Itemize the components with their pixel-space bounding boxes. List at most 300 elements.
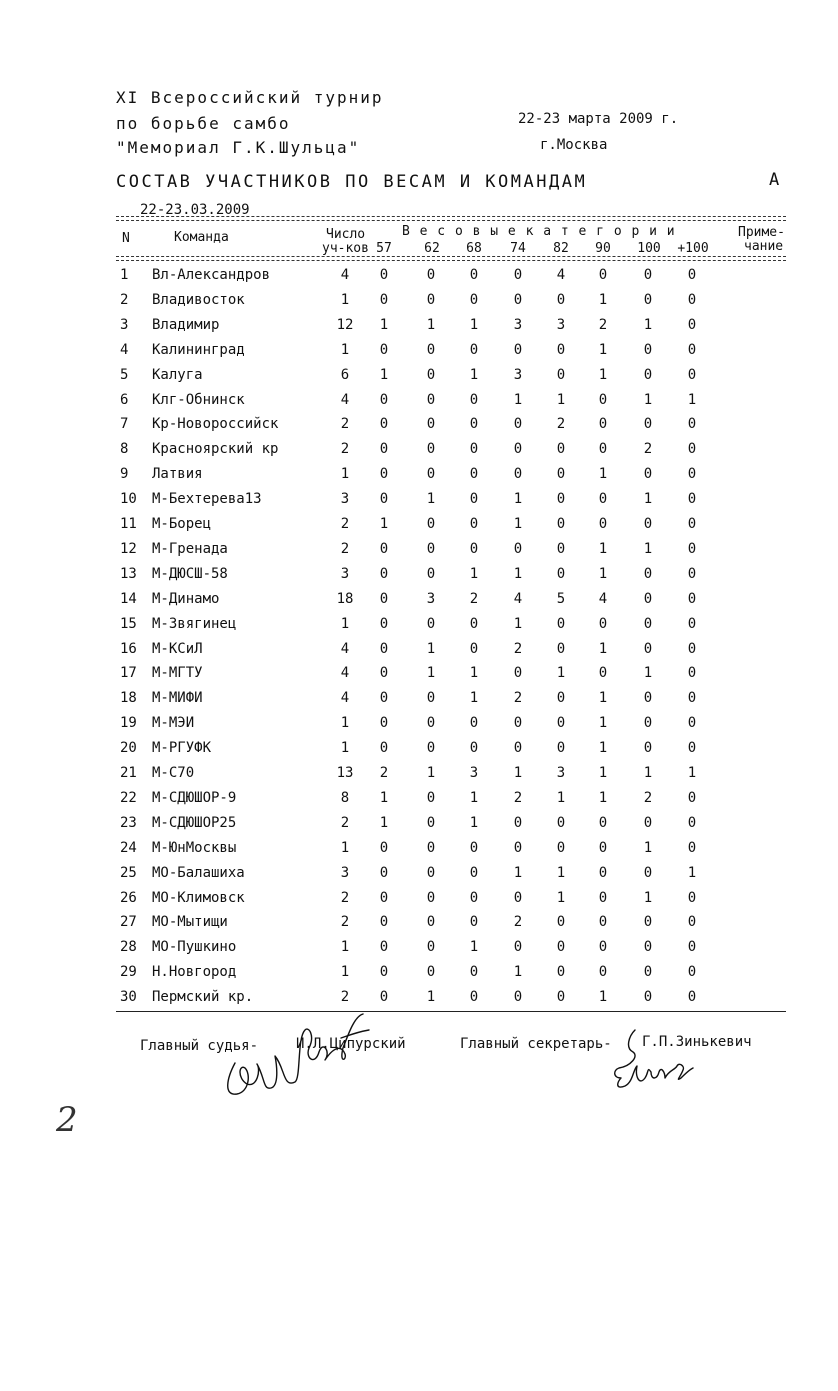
weight-count: 1 (598, 765, 608, 781)
weight-count: 0 (469, 989, 479, 1006)
weight-count: 1 (426, 640, 436, 657)
participant-count: 2 (340, 914, 350, 931)
weight-count: 0 (556, 964, 566, 981)
weight-count: 0 (687, 366, 697, 383)
table-row (116, 563, 786, 588)
weight-count: 1 (643, 889, 653, 906)
row-number: 14 (120, 590, 137, 607)
participant-count: 1 (340, 715, 350, 732)
weight-count: 0 (379, 665, 389, 682)
weight-count: 0 (687, 789, 697, 806)
row-number: 16 (120, 640, 137, 657)
team-name: Владимир (152, 316, 220, 333)
weight-count: 0 (426, 291, 436, 308)
weight-count: 1 (379, 814, 389, 831)
weight-count: 1 (426, 316, 436, 333)
participant-count: 1 (340, 341, 350, 358)
table-row (116, 463, 786, 488)
weight-count: 1 (469, 316, 479, 333)
weight-count: 0 (687, 441, 697, 458)
weight-count: 0 (379, 864, 389, 881)
table-row (116, 264, 786, 289)
weight-count: 1 (469, 939, 479, 956)
weight-count: 1 (687, 765, 697, 781)
weight-count: 1 (556, 789, 566, 806)
weight-count: 3 (556, 316, 566, 333)
weight-count: 1 (513, 864, 523, 881)
weight-count: 0 (379, 740, 389, 757)
weight-count: 0 (556, 839, 566, 856)
weight-count: 0 (426, 516, 436, 532)
weight-count: 1 (469, 789, 479, 806)
participant-count: 13 (336, 765, 354, 781)
row-number: 17 (120, 665, 137, 682)
weight-count: 0 (469, 441, 479, 458)
weight-count: 0 (643, 565, 653, 582)
participant-count: 1 (340, 740, 350, 757)
table-row (116, 837, 786, 862)
weight-count: 1 (379, 789, 389, 806)
weight-count: 0 (687, 715, 697, 732)
participant-count: 1 (340, 964, 350, 981)
column-note-line1: Приме- (738, 225, 785, 240)
weight-count: 0 (426, 789, 436, 806)
weight-count: 0 (687, 740, 697, 757)
weight-count: 1 (513, 391, 523, 408)
row-number: 4 (120, 341, 129, 358)
weight-count: 0 (426, 341, 436, 358)
weight-count: 0 (643, 267, 653, 283)
weight-count: 1 (469, 366, 479, 383)
weight-count: 0 (379, 964, 389, 981)
weight-count: 1 (556, 391, 566, 408)
weight-count: 0 (426, 540, 436, 557)
row-number: 20 (120, 740, 137, 757)
column-weight-74: 74 (510, 241, 526, 256)
participant-count: 4 (340, 690, 350, 707)
weight-count: 1 (643, 839, 653, 856)
weight-count: 2 (598, 316, 608, 333)
weight-count: 1 (598, 789, 608, 806)
weight-count: 0 (426, 690, 436, 707)
weight-count: 0 (513, 441, 523, 458)
participant-count: 3 (340, 864, 350, 881)
row-number: 10 (120, 491, 137, 508)
table-row (116, 339, 786, 364)
weight-count: 1 (598, 540, 608, 557)
weight-count: 0 (598, 814, 608, 831)
weight-count: 0 (379, 267, 389, 283)
weight-count: 0 (379, 441, 389, 458)
column-weights-title: В е с о в ы е к а т е г о р и и (402, 224, 676, 239)
weight-count: 0 (556, 366, 566, 383)
weight-count: 1 (598, 466, 608, 483)
weight-count: 2 (643, 789, 653, 806)
weight-count: 0 (556, 715, 566, 732)
weight-count: 0 (643, 590, 653, 607)
weight-count: 0 (379, 989, 389, 1006)
row-number: 19 (120, 715, 137, 732)
row-number: 27 (120, 914, 137, 931)
weight-count: 0 (513, 939, 523, 956)
column-weight-62: 62 (424, 241, 440, 256)
column-weight-57: 57 (376, 241, 392, 256)
team-name: Кр-Новороссийск (152, 416, 279, 433)
weight-count: 0 (469, 964, 479, 981)
table-row (116, 389, 786, 414)
row-number: 29 (120, 964, 137, 981)
weight-count: 0 (598, 864, 608, 881)
team-name: МО-Балашиха (152, 864, 245, 881)
weight-count: 0 (598, 914, 608, 931)
weight-count: 1 (598, 740, 608, 757)
weight-count: 2 (513, 914, 523, 931)
tournament-title-line3: "Мемориал Г.К.Шульца" (116, 138, 361, 157)
participant-count: 1 (340, 839, 350, 856)
row-number: 15 (120, 615, 137, 632)
table-row (116, 364, 786, 389)
tournament-dates: 22-23 марта 2009 г. (518, 111, 679, 127)
team-name: Калининград (152, 341, 245, 358)
weight-count: 1 (513, 964, 523, 981)
weight-count: 0 (513, 267, 523, 283)
row-number: 23 (120, 814, 137, 831)
column-count-line2: уч-ков (322, 241, 369, 256)
table-row (116, 662, 786, 687)
participant-count: 1 (340, 466, 350, 483)
weight-count: 2 (556, 416, 566, 433)
weight-count: 1 (643, 316, 653, 333)
weight-count: 0 (556, 914, 566, 931)
weight-count: 0 (598, 441, 608, 458)
weight-count: 0 (426, 416, 436, 433)
weight-count: 1 (598, 341, 608, 358)
weight-count: 0 (469, 341, 479, 358)
weight-count: 1 (643, 765, 653, 781)
row-number: 28 (120, 939, 137, 956)
weight-count: 0 (379, 839, 389, 856)
row-number: 11 (120, 516, 137, 532)
participant-count: 4 (340, 267, 350, 283)
header-top-rule (116, 216, 786, 217)
team-name: МО-Пушкино (152, 939, 237, 956)
weight-count: 0 (556, 540, 566, 557)
participant-count: 1 (340, 291, 350, 308)
table-row (116, 737, 786, 762)
team-name: М-Динамо (152, 590, 220, 607)
weight-count: 0 (556, 291, 566, 308)
weight-count: 0 (687, 615, 697, 632)
weight-count: 0 (379, 416, 389, 433)
team-name: М-Гренада (152, 540, 228, 557)
weight-count: 1 (426, 765, 436, 781)
weight-count: 1 (598, 565, 608, 582)
weight-count: 0 (556, 516, 566, 532)
weight-count: 2 (469, 590, 479, 607)
weight-count: 0 (379, 939, 389, 956)
team-name: Вл-Александров (152, 267, 271, 283)
weight-count: 0 (687, 590, 697, 607)
team-name: М-Звягинец (152, 615, 237, 632)
team-name: М-СДЮШОР-9 (152, 789, 237, 806)
weight-count: 0 (513, 416, 523, 433)
weight-count: 1 (643, 491, 653, 508)
weight-count: 0 (598, 839, 608, 856)
weight-count: 0 (556, 640, 566, 657)
row-number: 18 (120, 690, 137, 707)
weight-count: 0 (643, 814, 653, 831)
weight-count: 0 (643, 416, 653, 433)
weight-count: 0 (426, 814, 436, 831)
row-number: 12 (120, 540, 137, 557)
weight-count: 0 (469, 491, 479, 508)
weight-count: 0 (598, 516, 608, 532)
weight-count: 1 (513, 516, 523, 532)
weight-count: 0 (687, 516, 697, 532)
weight-count: 1 (687, 391, 697, 408)
row-number: 30 (120, 989, 137, 1006)
weight-count: 0 (643, 366, 653, 383)
weight-count: 3 (556, 765, 566, 781)
team-name: Калуга (152, 366, 203, 383)
header-top-rule-2 (116, 220, 786, 221)
weight-count: 0 (643, 516, 653, 532)
weight-count: 0 (379, 466, 389, 483)
weight-count: 0 (379, 491, 389, 508)
weight-count: 0 (426, 839, 436, 856)
column-num: N (122, 231, 130, 246)
team-name: М-РГУФК (152, 740, 212, 757)
table-row (116, 289, 786, 314)
weight-count: 0 (379, 615, 389, 632)
weight-count: 0 (598, 491, 608, 508)
weight-count: 0 (513, 341, 523, 358)
team-name: МО-Климовск (152, 889, 245, 906)
weight-count: 0 (426, 964, 436, 981)
weight-count: 0 (643, 914, 653, 931)
weight-count: 0 (556, 690, 566, 707)
weight-count: 0 (687, 690, 697, 707)
weight-count: 1 (598, 366, 608, 383)
weight-count: 0 (643, 291, 653, 308)
weight-count: 1 (513, 491, 523, 508)
participant-count: 4 (340, 640, 350, 657)
table-row (116, 911, 786, 936)
judge-label: Главный судья- (140, 1038, 259, 1054)
weight-count: 0 (687, 640, 697, 657)
weight-count: 1 (426, 989, 436, 1006)
column-weight-90: 90 (595, 241, 611, 256)
header-bottom-rule (116, 256, 786, 257)
weight-count: 3 (513, 366, 523, 383)
table-row (116, 488, 786, 513)
participant-count: 2 (340, 516, 350, 532)
team-name: М-С70 (152, 765, 195, 781)
weight-count: 0 (469, 291, 479, 308)
weight-count: 1 (643, 665, 653, 682)
weight-count: 1 (598, 291, 608, 308)
weight-count: 0 (687, 316, 697, 333)
weight-count: 0 (426, 889, 436, 906)
weight-count: 0 (379, 391, 389, 408)
row-number: 22 (120, 789, 137, 806)
table-row (116, 961, 786, 986)
tournament-title-line2: по борьбе самбо (116, 114, 291, 133)
weight-count: 1 (469, 665, 479, 682)
weight-count: 0 (687, 466, 697, 483)
participant-count: 4 (340, 665, 350, 682)
weight-count: 1 (513, 615, 523, 632)
column-weight-100: 100 (637, 241, 661, 256)
table-row (116, 936, 786, 961)
weight-count: 0 (513, 540, 523, 557)
date-line: 22-23.03.2009 (140, 202, 250, 218)
weight-count: 0 (426, 864, 436, 881)
row-number: 13 (120, 565, 137, 582)
weight-count: 0 (379, 914, 389, 931)
weight-count: 0 (598, 267, 608, 283)
participant-count: 1 (340, 939, 350, 956)
row-number: 21 (120, 765, 137, 781)
weight-count: 0 (469, 864, 479, 881)
weight-count: 1 (426, 665, 436, 682)
weight-count: 0 (598, 665, 608, 682)
weight-count: 0 (513, 715, 523, 732)
weight-count: 1 (598, 640, 608, 657)
secretary-label: Главный секретарь- (460, 1036, 612, 1052)
team-name: М-МГТУ (152, 665, 203, 682)
weight-count: 0 (379, 341, 389, 358)
table-row (116, 438, 786, 463)
page-number-mark: 2 (56, 1100, 78, 1140)
weight-count: 1 (513, 565, 523, 582)
weight-count: 0 (643, 740, 653, 757)
weight-count: 0 (687, 914, 697, 931)
table-row (116, 862, 786, 887)
weight-count: 0 (556, 939, 566, 956)
weight-count: 0 (687, 964, 697, 981)
team-name: Клг-Обнинск (152, 391, 245, 408)
weight-count: 0 (643, 864, 653, 881)
table-row (116, 613, 786, 638)
row-number: 2 (120, 291, 129, 308)
column-weight-82: 82 (553, 241, 569, 256)
column-count-line1: Число (326, 227, 366, 242)
weight-count: 1 (598, 690, 608, 707)
weight-count: 1 (469, 690, 479, 707)
weight-count: 0 (469, 267, 479, 283)
weight-count: 0 (687, 565, 697, 582)
weight-count: 0 (687, 540, 697, 557)
table-row (116, 762, 786, 787)
weight-count: 1 (513, 765, 523, 781)
weight-count: 0 (643, 939, 653, 956)
weight-count: 1 (687, 864, 697, 881)
weight-count: 0 (643, 615, 653, 632)
row-number: 24 (120, 839, 137, 856)
weight-count: 0 (556, 740, 566, 757)
weight-count: 5 (556, 590, 566, 607)
weight-count: 4 (556, 267, 566, 283)
participant-count: 2 (340, 814, 350, 831)
weight-count: 0 (469, 839, 479, 856)
weight-count: 0 (513, 889, 523, 906)
weight-count: 0 (687, 814, 697, 831)
weight-count: 0 (556, 466, 566, 483)
table-row (116, 638, 786, 663)
table-row (116, 314, 786, 339)
weight-count: 0 (598, 889, 608, 906)
column-weight-plus100: +100 (677, 241, 709, 256)
weight-count: 1 (643, 540, 653, 557)
weight-count: 0 (379, 540, 389, 557)
weight-count: 0 (643, 690, 653, 707)
weight-count: 0 (556, 615, 566, 632)
secretary-name: Г.П.Зинькевич (642, 1034, 752, 1050)
weight-count: 0 (426, 441, 436, 458)
weight-count: 0 (643, 466, 653, 483)
weight-count: 1 (469, 565, 479, 582)
weight-count: 0 (556, 341, 566, 358)
weight-count: 0 (513, 814, 523, 831)
table-row (116, 588, 786, 613)
weight-count: 0 (426, 715, 436, 732)
team-name: М-КСиЛ (152, 640, 203, 657)
weight-count: 0 (643, 640, 653, 657)
participant-count: 2 (340, 889, 350, 906)
team-name: Красноярский кр (152, 441, 279, 458)
weight-count: 0 (469, 740, 479, 757)
weight-count: 1 (379, 516, 389, 532)
weight-count: 0 (687, 665, 697, 682)
participant-count: 3 (340, 491, 350, 508)
weight-count: 0 (556, 814, 566, 831)
column-team: Команда (174, 230, 229, 245)
weight-count: 0 (643, 341, 653, 358)
row-number: 7 (120, 416, 129, 433)
participant-count: 2 (340, 441, 350, 458)
row-number: 5 (120, 366, 129, 383)
weight-count: 1 (556, 665, 566, 682)
table-row (116, 413, 786, 438)
weight-count: 2 (379, 765, 389, 781)
team-name: М-МИФИ (152, 690, 203, 707)
weight-count: 0 (469, 391, 479, 408)
weight-count: 0 (379, 565, 389, 582)
weight-count: 0 (598, 939, 608, 956)
weight-count: 0 (513, 839, 523, 856)
weight-count: 0 (426, 267, 436, 283)
table-row (116, 513, 786, 538)
weight-count: 2 (513, 690, 523, 707)
weight-count: 0 (469, 615, 479, 632)
weight-count: 3 (426, 590, 436, 607)
row-number: 6 (120, 391, 129, 408)
weight-count: 0 (426, 740, 436, 757)
weight-count: 0 (687, 939, 697, 956)
weight-count: 1 (426, 491, 436, 508)
weight-count: 0 (643, 715, 653, 732)
team-name: М-Бехтерева13 (152, 491, 262, 508)
table-row (116, 787, 786, 812)
weight-count: 0 (598, 416, 608, 433)
weight-count: 0 (687, 267, 697, 283)
weight-count: 0 (687, 889, 697, 906)
weight-count: 0 (426, 391, 436, 408)
weight-count: 0 (379, 889, 389, 906)
tournament-title-line1: XI Всероссийский турнир (116, 88, 384, 107)
tournament-city: г.Москва (540, 137, 608, 153)
